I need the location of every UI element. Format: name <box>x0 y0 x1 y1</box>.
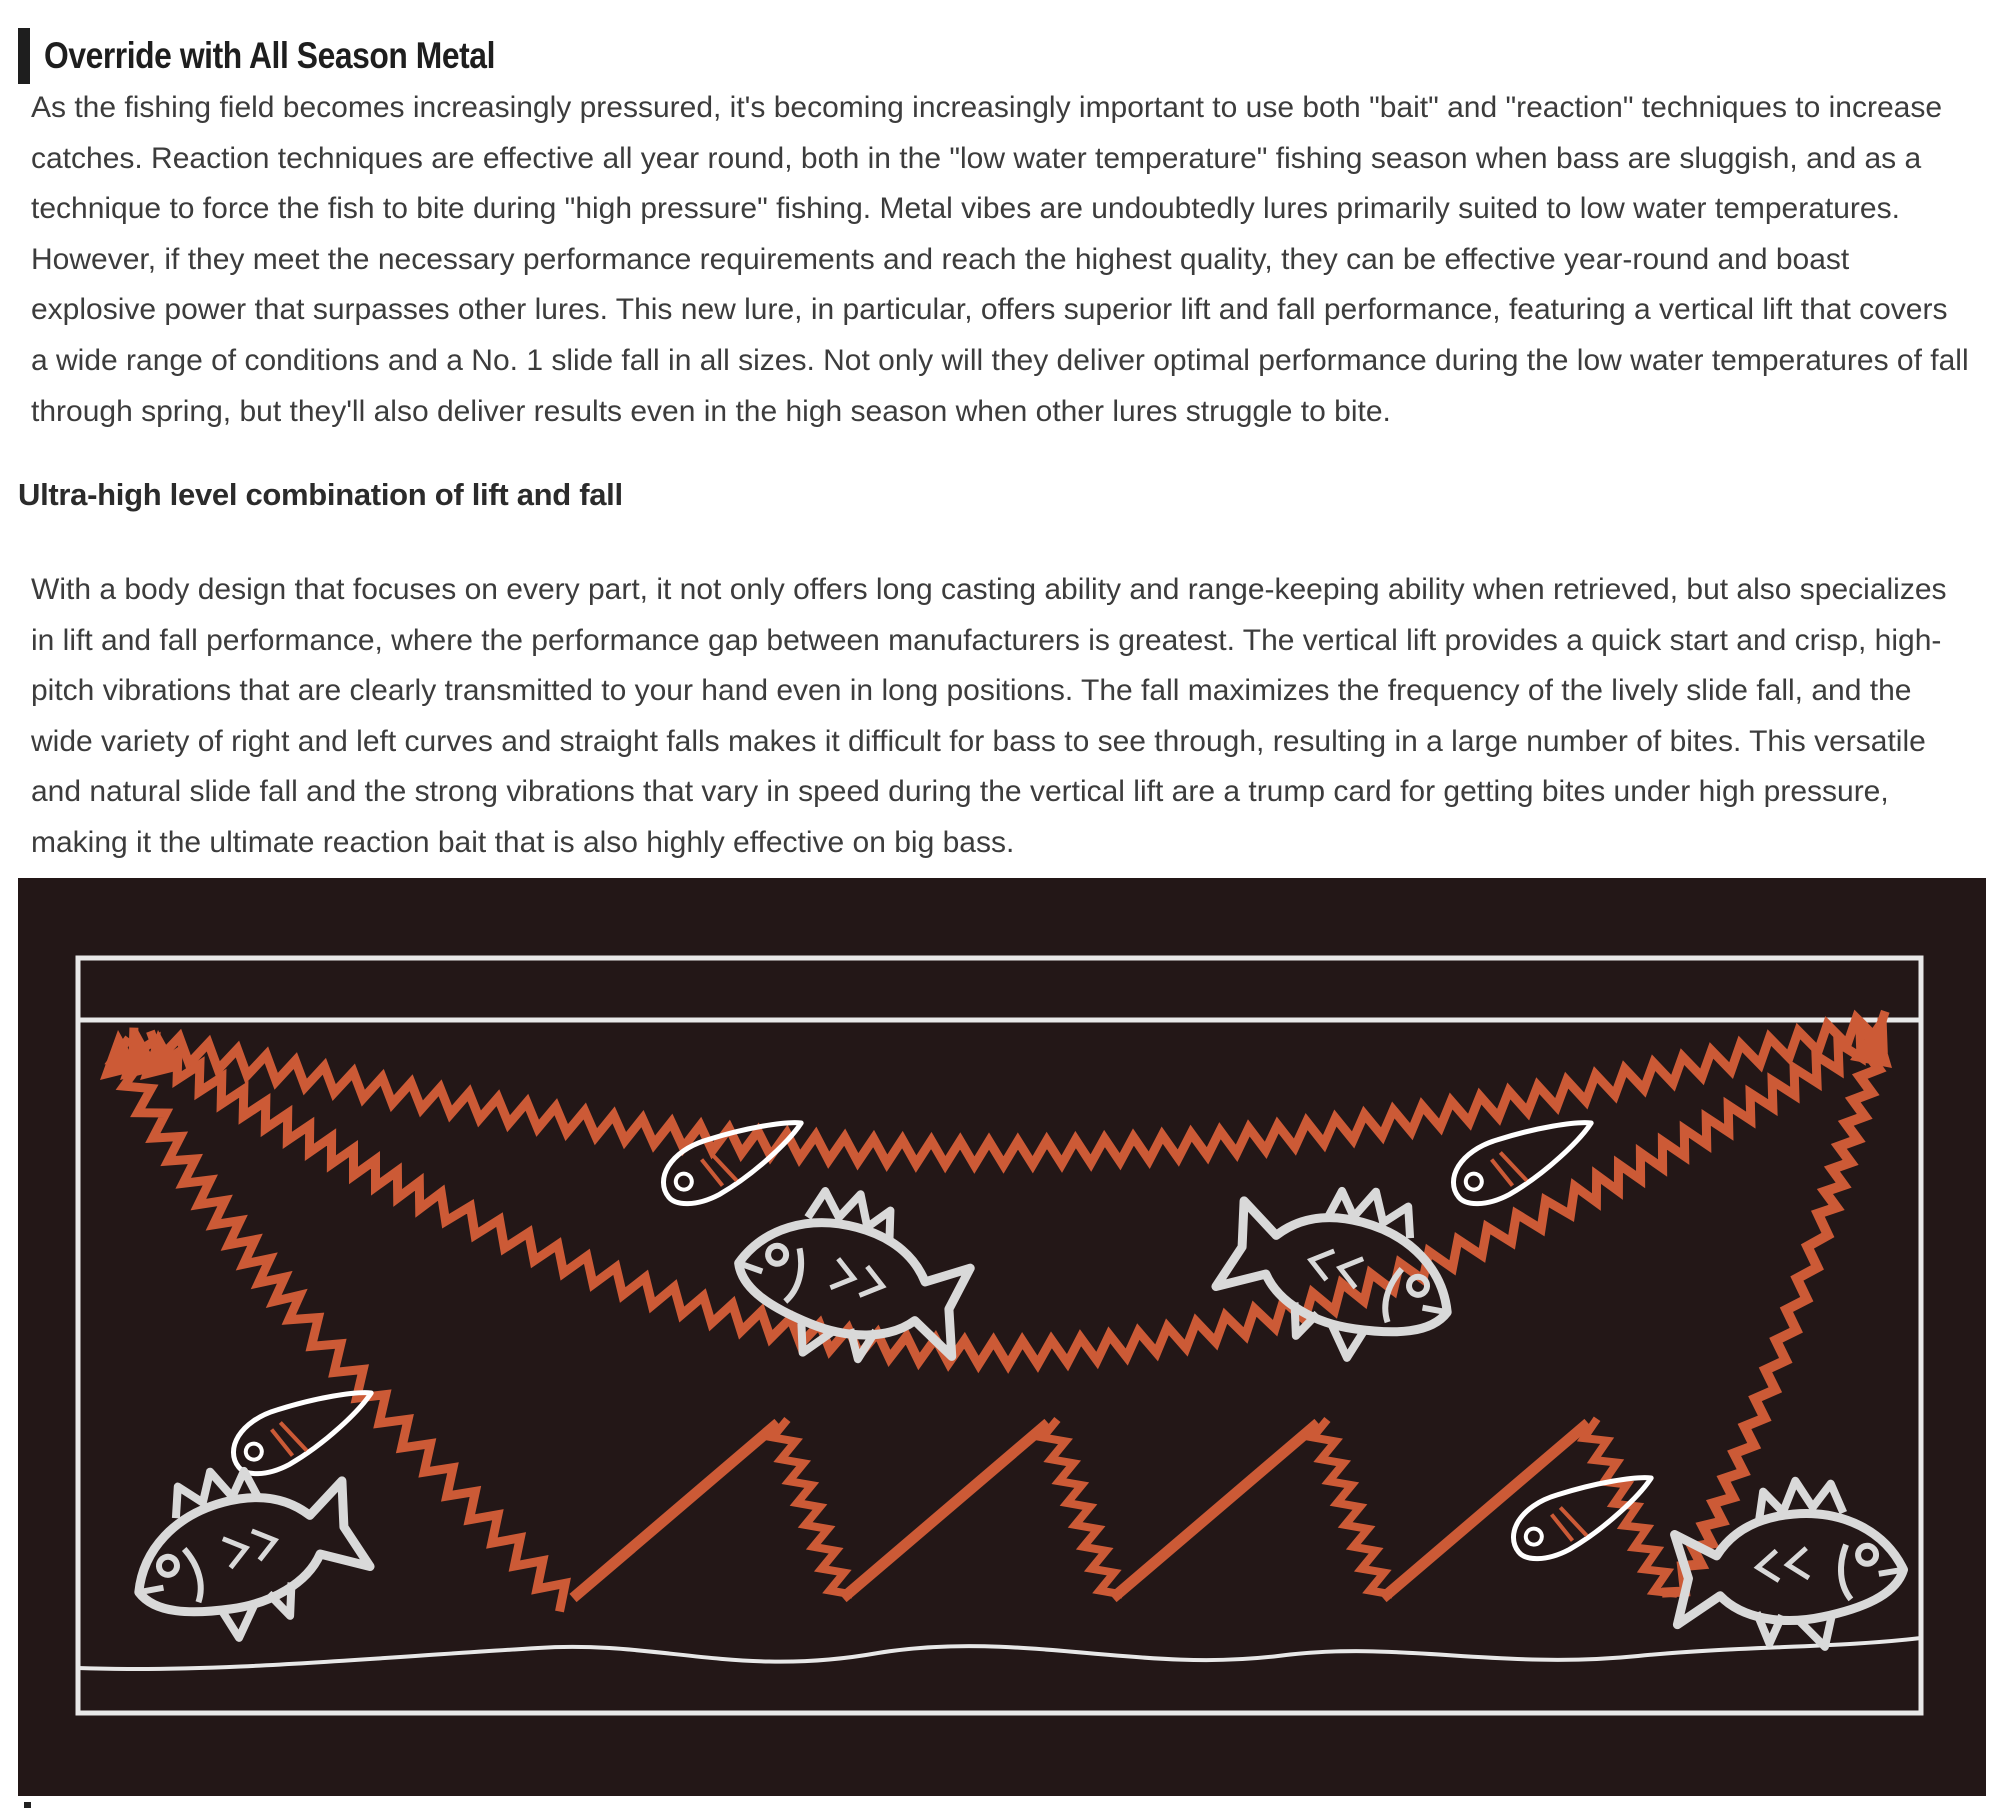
fall-segment-7 <box>1383 1423 1588 1598</box>
lift-fall-diagram <box>18 878 1986 1796</box>
bass-fish-icon <box>1207 1158 1473 1380</box>
fall-segment-1 <box>573 1423 778 1598</box>
title-accent-bar <box>18 28 30 84</box>
bottom-contour-line <box>78 1638 1921 1669</box>
bottom-marker <box>24 1802 31 1808</box>
fall-segment-8 <box>1584 1419 1677 1594</box>
fall-segment-5 <box>1113 1423 1318 1598</box>
section-header <box>18 28 568 84</box>
right-lift-path <box>1662 1045 1886 1592</box>
fall-segment-2 <box>773 1420 853 1595</box>
fall-segment-4 <box>1043 1420 1123 1595</box>
intro-paragraph: As the fishing field becomes increasingly pressured, it's becoming increasingly important to use both "bait" and "reaction" techniques to increase catches. Reaction techniques are effective all year round, both in the "low water temperature" fishing season when bass are sluggish, and as a technique to force the fish to bite during "high pressure" fishing. Metal vibes are undoubtedly lures primarily suited to low water temperatures. However, if they meet the necessary performance requirements and reach the highest quality, they can be effective year-round and boast explosive power that surpasses other lures. This new lure, in particular, offers superior lift and fall performance, featuring a vertical lift that covers a wide range of conditions and a No. 1 slide fall in all sizes. Not only will they deliver optimal performance during the low water temperatures of fall through spring, but they'll also deliver results even in the high season when other lures struggle to bite. <box>31 91 1969 428</box>
bass-fish-icon <box>721 1168 987 1390</box>
fall-segment-3 <box>843 1423 1048 1598</box>
page-title: Override with All Season Metal <box>44 35 495 76</box>
subsection-heading: Ultra-high level combination of lift and fall <box>18 477 623 512</box>
bass-fish-icon <box>113 1438 379 1660</box>
fall-segment-6 <box>1313 1420 1393 1595</box>
subsection-paragraph: With a body design that focuses on every part, it not only offers long casting ability and range-keeping ability when retrieved, but also specializes in lift and fall performance, where the performance gap between manufacturers is greatest. The vertical lift provides a quick start and crisp, high-pitch vibrations that are clearly transmitted to your hand even in long positions. The fall maximizes the frequency of the lively slide fall, and the wide variety of right and left curves and straight falls makes it difficult for bass to see through, resulting in a large number of bites. This versatile and natural slide fall and the strong vibrations that vary in speed during the vertical lift are a trump card for getting bites under high pressure, making it the ultimate reaction bait that is also highly effective on big bass. <box>31 573 1947 859</box>
lift-path-1 <box>150 1011 1885 1165</box>
